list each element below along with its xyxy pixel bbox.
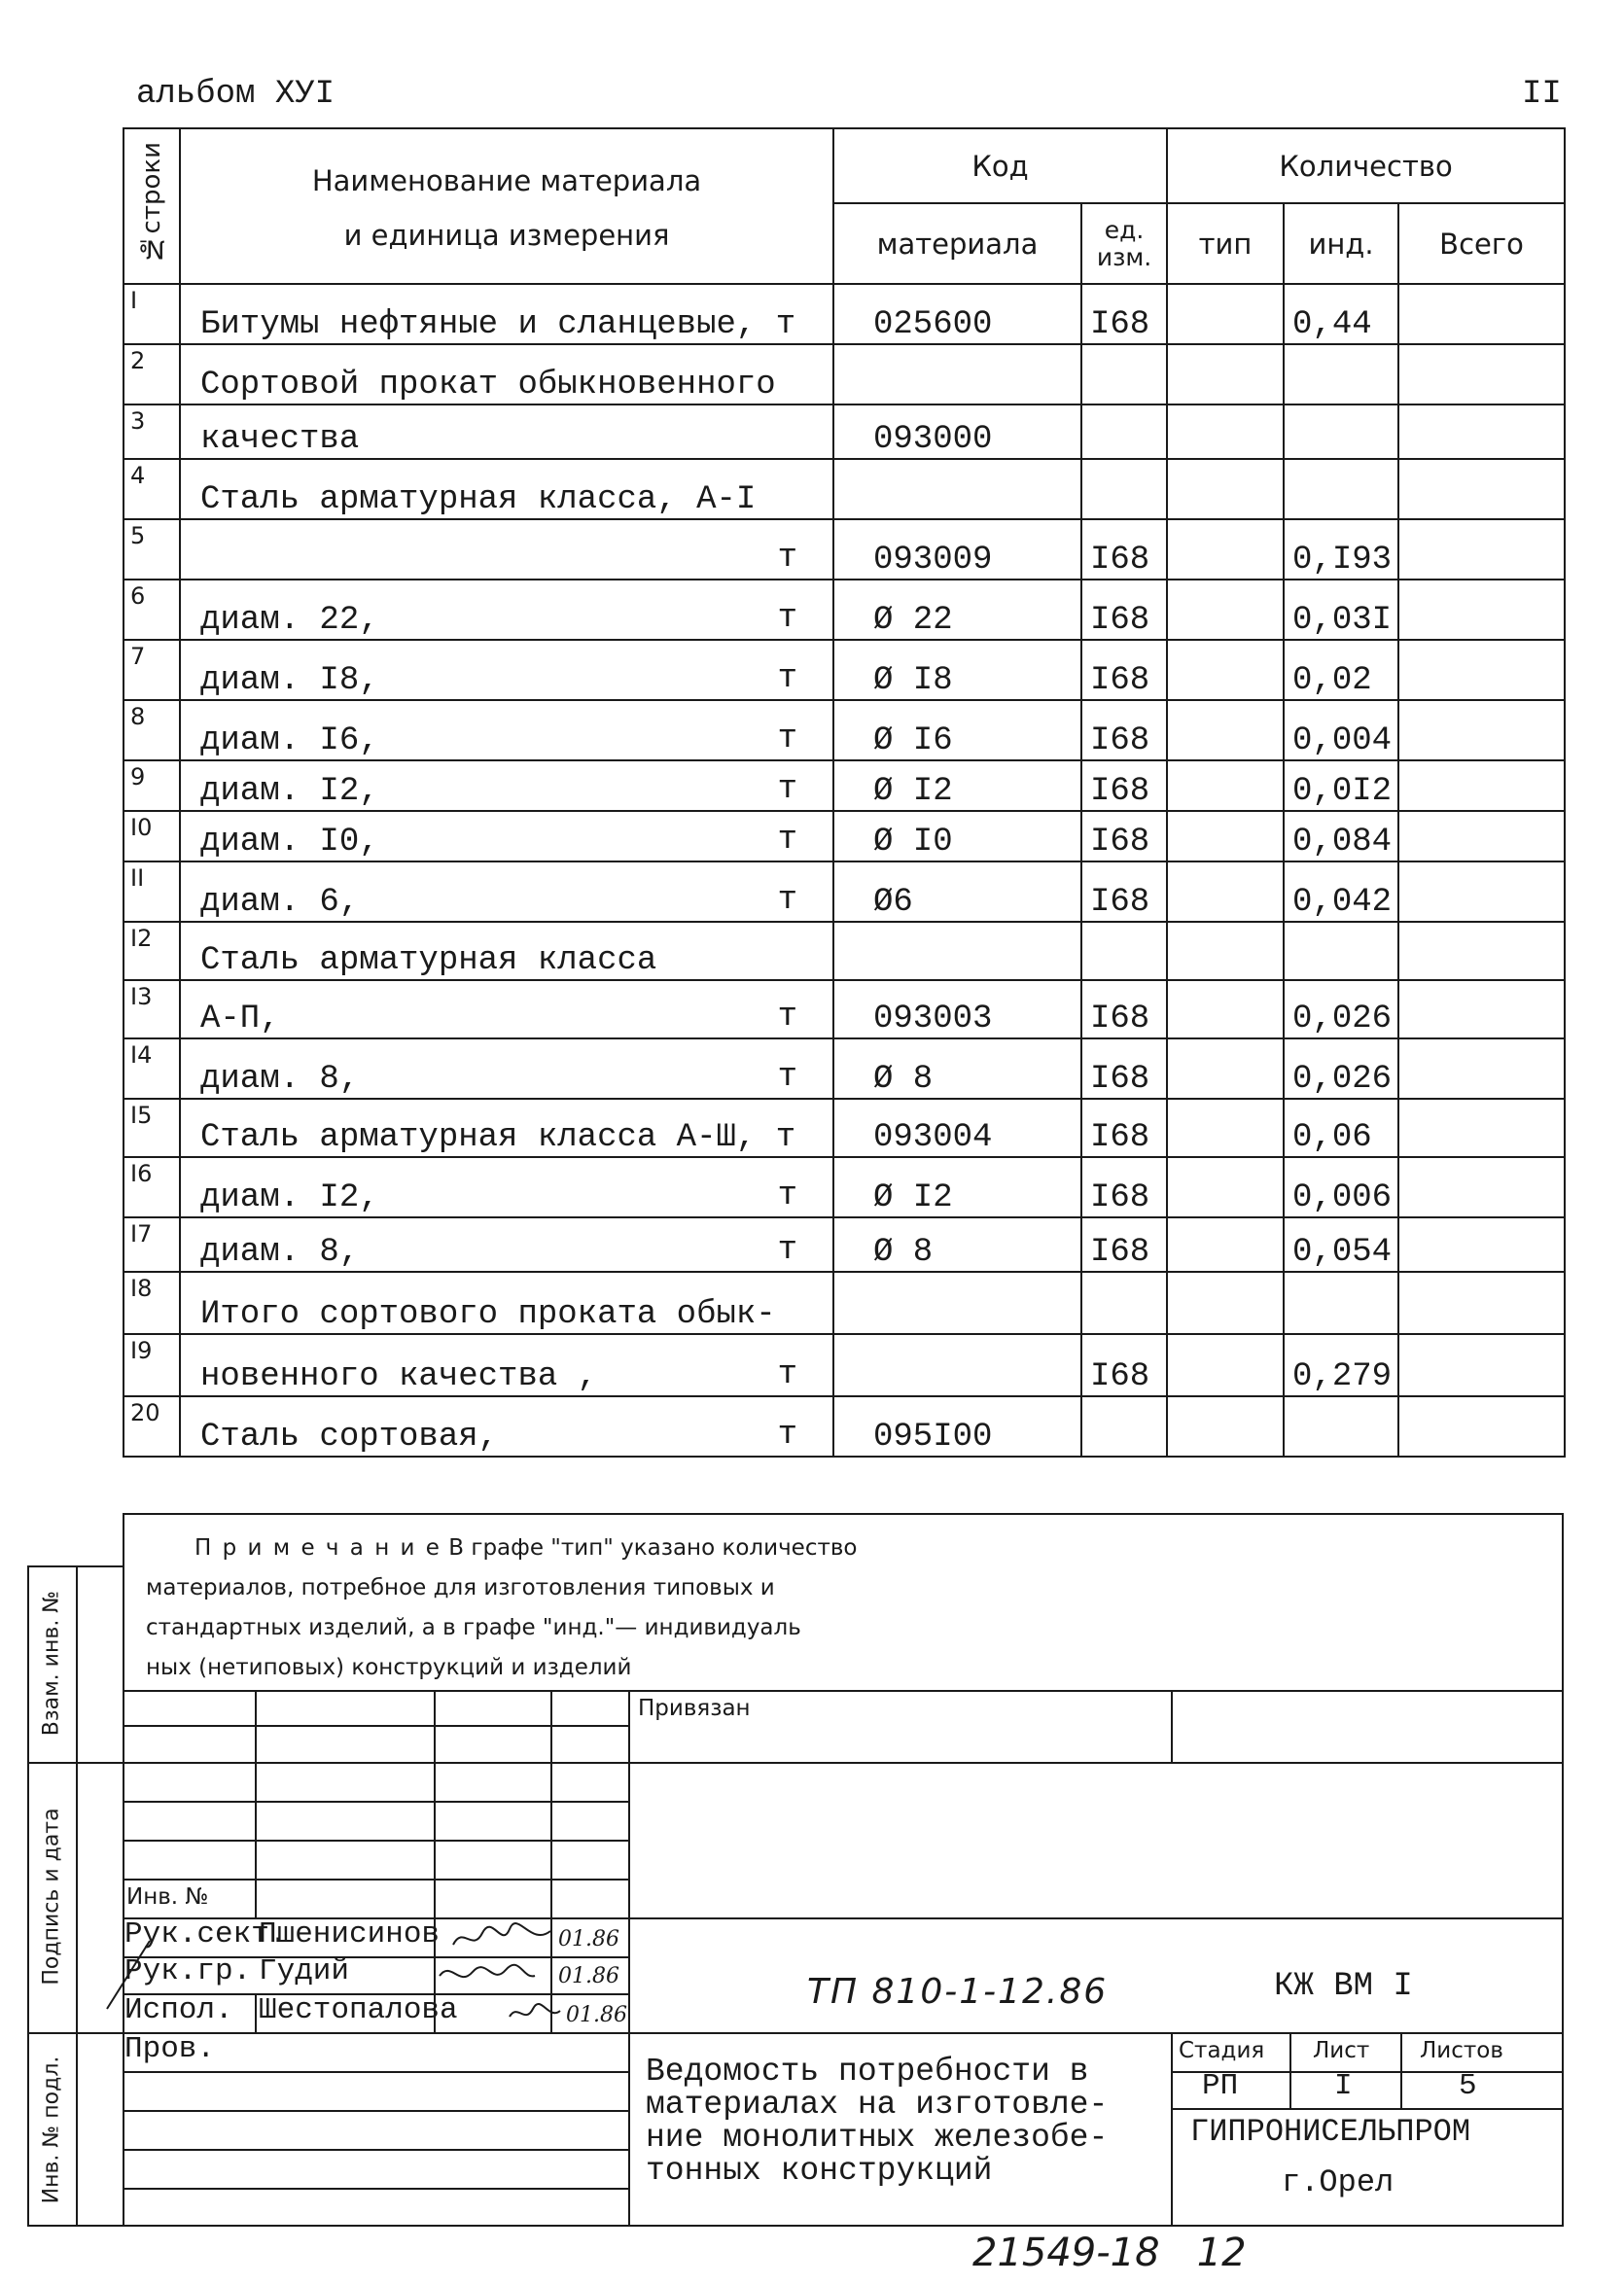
note-line-3: стандартных изделий, а в графе "инд."— индивидуаль: [146, 1615, 801, 1640]
table-row: [124, 459, 1565, 519]
sheet-label: Лист: [1313, 2038, 1370, 2063]
unit-code: I68: [1081, 1157, 1167, 1217]
material-code: Ø I6: [833, 700, 1081, 760]
table-row: [124, 344, 1565, 404]
qty-typ: [1167, 1217, 1284, 1272]
date-ruk-gr: 01.86: [558, 1964, 619, 1988]
qty-ind: 0,004: [1284, 700, 1398, 760]
qty-typ: [1167, 811, 1284, 861]
row-number: I: [124, 284, 180, 344]
material-name-cell: [180, 922, 833, 980]
table-row: [124, 580, 1565, 640]
qty-typ: [1167, 284, 1284, 344]
privyazan-label: Привязан: [638, 1696, 751, 1721]
table-row: [124, 1157, 1565, 1217]
date-ispol: 01.86: [566, 2003, 627, 2027]
unit-code: I68: [1081, 580, 1167, 640]
qty-total: [1398, 1038, 1565, 1099]
unit: т: [777, 999, 797, 1036]
code-header: Код: [833, 128, 1167, 203]
material-name-cell: [180, 811, 833, 861]
organization: ГИПРОНИСЕЛЬПРОМ: [1190, 2114, 1471, 2150]
margin-pen-stroke: [95, 1937, 154, 2015]
material-code: [833, 344, 1081, 404]
table-row: [124, 1038, 1565, 1099]
inv-no-label: Инв. №: [126, 1884, 209, 1910]
unit-code: I68: [1081, 640, 1167, 700]
signature-3: [506, 1995, 564, 2030]
table-row: [124, 1272, 1565, 1334]
total-header: Всего: [1398, 203, 1565, 284]
row-number: I7: [124, 1217, 180, 1272]
material-name-cell: [180, 519, 833, 580]
table-row: [124, 519, 1565, 580]
unit-code-header: ед. изм.: [1081, 203, 1167, 284]
qty-total: [1398, 1334, 1565, 1396]
material-name-cell: [180, 861, 833, 922]
qty-typ: [1167, 344, 1284, 404]
row-number: I8: [124, 1272, 180, 1334]
qty-total: [1398, 811, 1565, 861]
side-label-vzam: Взам. инв. №: [39, 1590, 64, 1737]
title-line-4: тонных конструкций: [646, 2153, 993, 2189]
material-name: диам. I2,: [200, 773, 379, 810]
qty-ind: [1284, 459, 1398, 519]
material-code: Ø I8: [833, 640, 1081, 700]
qty-typ: [1167, 640, 1284, 700]
unit-code: I68: [1081, 1217, 1167, 1272]
table-row: [124, 700, 1565, 760]
row-number: 5: [124, 519, 180, 580]
material-name: диам. 8,: [200, 1061, 360, 1098]
row-number: I9: [124, 1334, 180, 1396]
material-name: А-П,: [200, 1001, 280, 1037]
unit: т: [777, 1178, 797, 1214]
note-heading: П р и м е ч а н и е: [194, 1535, 441, 1561]
qty-total: [1398, 700, 1565, 760]
material-name-cell: [180, 580, 833, 640]
unit: т: [777, 721, 797, 757]
table-row: [124, 861, 1565, 922]
side-label-inv-podl: Инв. № подл.: [39, 2056, 64, 2204]
qty-typ: [1167, 1038, 1284, 1099]
stage-label: Стадия: [1179, 2038, 1265, 2063]
unit-code: [1081, 459, 1167, 519]
unit: т: [777, 1059, 797, 1096]
qty-ind: [1284, 344, 1398, 404]
qty-typ: [1167, 580, 1284, 640]
unit-code: I68: [1081, 700, 1167, 760]
qty-ind: [1284, 922, 1398, 980]
qty-typ: [1167, 1157, 1284, 1217]
qty-ind: 0,006: [1284, 1157, 1398, 1217]
row-number: I2: [124, 922, 180, 980]
unit-code: I68: [1081, 1334, 1167, 1396]
unit-code: [1081, 1396, 1167, 1457]
material-code: [833, 459, 1081, 519]
qty-typ: [1167, 519, 1284, 580]
row-number: I4: [124, 1038, 180, 1099]
unit-code: I68: [1081, 519, 1167, 580]
qty-total: [1398, 580, 1565, 640]
material-name: диам. 22,: [200, 602, 379, 639]
signature-1: [449, 1919, 556, 1956]
unit-code: I68: [1081, 1038, 1167, 1099]
row-number: I3: [124, 980, 180, 1038]
material-name: диам. I8,: [200, 662, 379, 699]
qty-typ: [1167, 1272, 1284, 1334]
material-name-cell: [180, 404, 833, 459]
qty-total: [1398, 640, 1565, 700]
unit-code: I68: [1081, 760, 1167, 811]
qty-typ: [1167, 1334, 1284, 1396]
date-ruk-sekt: 01.86: [558, 1927, 619, 1951]
note: [146, 1529, 858, 1688]
material-name-cell: [180, 700, 833, 760]
table-row: [124, 980, 1565, 1038]
qty-total: [1398, 344, 1565, 404]
row-number: II: [124, 861, 180, 922]
qty-ind: 0,I93: [1284, 519, 1398, 580]
qty-typ: [1167, 760, 1284, 811]
row-number: 8: [124, 700, 180, 760]
qty-ind: 0,02: [1284, 640, 1398, 700]
qty-ind: 0,026: [1284, 980, 1398, 1038]
title-line-2: материалах на изготовле-: [646, 2087, 1109, 2123]
qty-total: [1398, 1217, 1565, 1272]
table-row: [124, 1334, 1565, 1396]
qty-total: [1398, 922, 1565, 980]
material-name-cell: [180, 1396, 833, 1457]
material-code: 093003: [833, 980, 1081, 1038]
material-name: Итого сортового проката обык-: [200, 1296, 776, 1333]
material-name-cell: [180, 344, 833, 404]
material-code: Ø 8: [833, 1038, 1081, 1099]
role-ispol: Испол.: [124, 1993, 233, 2027]
material-code: 093009: [833, 519, 1081, 580]
row-number: I6: [124, 1157, 180, 1217]
stage-value: РП: [1202, 2069, 1239, 2103]
unit-code: [1081, 404, 1167, 459]
material-name-cell: [180, 1038, 833, 1099]
material-code: Ø6: [833, 861, 1081, 922]
material-code: 025600: [833, 284, 1081, 344]
qty-total: [1398, 459, 1565, 519]
qty-ind: [1284, 1272, 1398, 1334]
qty-total: [1398, 284, 1565, 344]
unit: т: [777, 660, 797, 697]
note-line-2: материалов, потребное для изготовления типовых и: [146, 1575, 775, 1600]
qty-total: [1398, 760, 1565, 811]
table-row: [124, 1217, 1565, 1272]
name-ruk-sekt: Пшенисинов: [259, 1917, 441, 1951]
qty-typ: [1167, 700, 1284, 760]
qty-typ: [1167, 861, 1284, 922]
unit: т: [777, 540, 797, 577]
qty-ind: 0,0I2: [1284, 760, 1398, 811]
row-number: 9: [124, 760, 180, 811]
unit: т: [777, 600, 797, 637]
document-title: [646, 2056, 1108, 2188]
material-name: диам. 6,: [200, 884, 360, 921]
unit: т: [777, 822, 797, 859]
material-name-cell: [180, 760, 833, 811]
material-code: [833, 1272, 1081, 1334]
document-code: ТП 810-1-12.86: [807, 1972, 1109, 2012]
row-number: 3: [124, 404, 180, 459]
material-name: качества: [200, 421, 360, 458]
material-name: Сталь арматурная класса: [200, 942, 657, 979]
row-number: 4: [124, 459, 180, 519]
material-name-cell: [180, 1217, 833, 1272]
title-line-1: Ведомость потребности в: [646, 2054, 1089, 2090]
sheet-value: I: [1334, 2069, 1353, 2103]
qty-ind: [1284, 1396, 1398, 1457]
material-name: Сталь сортовая,: [200, 1419, 499, 1456]
material-name-cell: [180, 1334, 833, 1396]
qty-total: [1398, 1396, 1565, 1457]
material-code: Ø 22: [833, 580, 1081, 640]
album-label: альбом ХУI: [136, 76, 335, 113]
title-line-3: ние монолитных железобе-: [646, 2120, 1109, 2156]
qty-total: [1398, 519, 1565, 580]
material-name: [181, 542, 200, 579]
qty-typ: [1167, 1396, 1284, 1457]
material-name-cell: [180, 1099, 833, 1157]
material-code: 095I00: [833, 1396, 1081, 1457]
material-name: Сталь арматурная класса А-Ш, т: [200, 1119, 796, 1156]
city: г.Орел: [1282, 2164, 1395, 2200]
material-code: Ø I0: [833, 811, 1081, 861]
row-number: 6: [124, 580, 180, 640]
qty-total: [1398, 1157, 1565, 1217]
unit-code: I68: [1081, 980, 1167, 1038]
role-ruk-gr: Рук.гр.: [124, 1954, 252, 1988]
table-row: [124, 284, 1565, 344]
material-code-header: материала: [833, 203, 1081, 284]
row-number: I0: [124, 811, 180, 861]
material-name: диам. I2,: [200, 1179, 379, 1216]
qty-ind: 0,44: [1284, 284, 1398, 344]
unit: т: [777, 882, 797, 919]
material-code: Ø I2: [833, 760, 1081, 811]
page-number: II: [1522, 76, 1562, 113]
material-name: диам. 8,: [200, 1234, 360, 1271]
unit-code: [1081, 344, 1167, 404]
row-number: 20: [124, 1396, 180, 1457]
signature-2: [434, 1956, 541, 1993]
qty-typ: [1167, 404, 1284, 459]
qty-ind: 0,279: [1284, 1334, 1398, 1396]
material-name: Сталь арматурная класса, А-I: [200, 481, 757, 518]
table-row: [124, 922, 1565, 980]
material-code: Ø I2: [833, 1157, 1081, 1217]
row-number: I5: [124, 1099, 180, 1157]
role-prov: Пров.: [124, 2032, 216, 2066]
handwritten-footer-number: 21549-18 12: [972, 2231, 1247, 2275]
table-row: [124, 1099, 1565, 1157]
name-ruk-gr: Гудий: [259, 1954, 350, 1988]
unit: т: [777, 1356, 797, 1393]
unit: т: [777, 1232, 797, 1269]
qty-typ: [1167, 459, 1284, 519]
unit-code: [1081, 922, 1167, 980]
material-name: диам. I6,: [200, 722, 379, 759]
table-row: [124, 811, 1565, 861]
qty-total: [1398, 1272, 1565, 1334]
sheets-label: Листов: [1420, 2038, 1503, 2063]
qty-total: [1398, 1099, 1565, 1157]
name-ispol: Шестопалова: [259, 1993, 458, 2027]
table-row: [124, 1396, 1565, 1457]
table-row: [124, 404, 1565, 459]
material-code: Ø 8: [833, 1217, 1081, 1272]
sheets-value: 5: [1459, 2069, 1477, 2103]
qty-ind: 0,054: [1284, 1217, 1398, 1272]
role-ruk-sekt: Рук.сект.: [124, 1917, 288, 1951]
material-code: 093004: [833, 1099, 1081, 1157]
material-name-cell: [180, 980, 833, 1038]
material-name: новенного качества ,: [200, 1358, 598, 1395]
material-name-cell: [180, 284, 833, 344]
material-name: Сортовой прокат обыкновенного: [200, 367, 776, 404]
material-name-cell: [180, 1272, 833, 1334]
qty-typ: [1167, 1099, 1284, 1157]
unit-code: I68: [1081, 1099, 1167, 1157]
qty-total: [1398, 980, 1565, 1038]
qty-ind: 0,06: [1284, 1099, 1398, 1157]
qty-typ: [1167, 922, 1284, 980]
qty-typ: [1167, 980, 1284, 1038]
qty-ind: 0,03I: [1284, 580, 1398, 640]
material-code: 093000: [833, 404, 1081, 459]
qty-ind: [1284, 404, 1398, 459]
ind-header: инд.: [1284, 203, 1398, 284]
table-row: [124, 760, 1565, 811]
material-name-header: Наименование материала и единица измерения: [180, 128, 833, 284]
row-number: 2: [124, 344, 180, 404]
side-label-podpis: Подпись и дата: [39, 1808, 64, 1986]
unit-code: I68: [1081, 811, 1167, 861]
qty-ind: 0,042: [1284, 861, 1398, 922]
row-number-header: №строки: [124, 128, 180, 284]
quantity-header: Количество: [1167, 128, 1565, 203]
qty-ind: 0,026: [1284, 1038, 1398, 1099]
unit-code: [1081, 1272, 1167, 1334]
qty-ind: 0,084: [1284, 811, 1398, 861]
material-name-cell: [180, 640, 833, 700]
material-name: диам. I0,: [200, 824, 379, 861]
qty-total: [1398, 404, 1565, 459]
materials-table: [123, 127, 1566, 1458]
row-number: 7: [124, 640, 180, 700]
unit-code: I68: [1081, 861, 1167, 922]
unit: т: [777, 1417, 797, 1454]
material-name: Битумы нефтяные и сланцевые, т: [200, 306, 796, 343]
unit: т: [777, 771, 797, 808]
typ-header: тип: [1167, 203, 1284, 284]
note-line-4: ных (нетиповых) конструкций и изделий: [146, 1655, 632, 1680]
qty-total: [1398, 861, 1565, 922]
table-row: [124, 640, 1565, 700]
material-name-cell: [180, 1157, 833, 1217]
sheet-mark: КЖ ВМ I: [1274, 1968, 1413, 2005]
material-name-cell: [180, 459, 833, 519]
unit-code: I68: [1081, 284, 1167, 344]
material-code: [833, 1334, 1081, 1396]
table-body: [124, 284, 1565, 1457]
material-code: [833, 922, 1081, 980]
note-line-1: В графе "тип" указано количество: [448, 1535, 858, 1561]
